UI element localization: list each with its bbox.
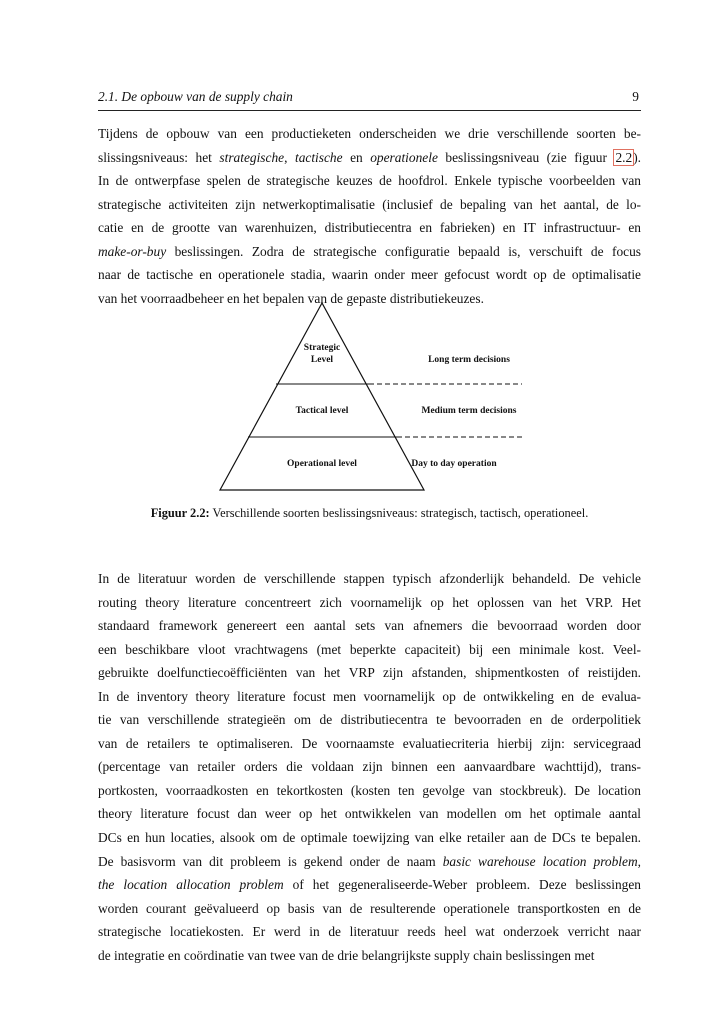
caption-text: Verschillende soorten beslissingsniveaus: strategisch, tactisch, operationeel.	[212, 506, 589, 520]
text-run: ).	[633, 149, 641, 165]
text-line	[98, 240, 641, 264]
pyramid-diagram	[98, 300, 641, 500]
text-run: strategische activiteiten zijn netwerkoptimalisatie (inclusief de bepaling van het aantal, de lo-	[98, 196, 641, 212]
text-run: ,	[637, 853, 641, 869]
text-run: catie en de grootte van warenhuizen, distributiecentra en fabrieken) en IT infrastructuur- en	[98, 220, 641, 236]
text-run: een beschikbare vloot vrachtwagens (met beperkte capaciteit) bij een minimale kost. Veel-	[98, 641, 641, 657]
text-run: beslissingsniveau (zie figuur	[437, 149, 615, 165]
text-line	[98, 826, 641, 850]
text-line	[98, 146, 641, 170]
decision-label-day: Day to day operation	[411, 459, 497, 469]
text-run: In de literatuur worden de verschillende stappen typisch afzonderlijk behandeld. De vehicle	[98, 571, 641, 586]
text-line	[98, 614, 641, 638]
text-line	[98, 897, 641, 921]
paragraph-1	[98, 122, 641, 310]
page-number: 9	[632, 89, 639, 104]
text-line	[98, 685, 641, 709]
text-line	[98, 216, 641, 240]
decision-label-long: Long term decisions	[428, 355, 510, 365]
italic-term: tactische	[294, 149, 343, 165]
paragraph-2	[98, 567, 641, 967]
level-label-operational: Operational level	[287, 459, 357, 469]
figure-reference-link[interactable]: 2.2	[615, 149, 633, 165]
text-run: gebruikte doelfunctiecoëfficiënten van het VRP zijn afstanden, shipmentkosten of reistijden.	[98, 665, 641, 681]
header-rule	[98, 110, 641, 111]
text-line	[98, 591, 641, 615]
text-line	[98, 732, 641, 756]
text-run: beslissingen. Zodra de strategische configuratie bepaald is, verschuift de focus	[166, 243, 641, 259]
text-run: De basisvorm van dit probleem is gekend onder de naam	[98, 853, 443, 869]
text-line	[98, 779, 641, 803]
text-run: of het gegeneraliseerde-Weber probleem. Deze beslissingen	[283, 877, 641, 893]
text-run: tie van verschillende strategieën om de distributiecentra te bevoorraden en de orderpolitiek	[98, 712, 641, 728]
text-run: van het voorraadbeheer en het bepalen van de gepaste distributiekeuzes.	[98, 290, 484, 306]
text-line	[98, 661, 641, 685]
caption-label: Figuur 2.2:	[150, 506, 210, 520]
text-run: strategische locatiekosten. Er werd in de literatuur reeds heel wat onderzoek verricht naar	[98, 924, 641, 940]
running-header	[98, 89, 641, 109]
text-line	[98, 873, 641, 897]
text-line	[98, 944, 641, 968]
text-line	[98, 708, 641, 732]
text-line	[98, 567, 641, 591]
figure-caption	[98, 506, 641, 521]
decision-label-medium: Medium term decisions	[421, 406, 517, 416]
section-title: 2.1. De opbouw van de supply chain	[98, 89, 293, 104]
text-run: In de inventory theory literature focust men voornamelijk op de ontwikkeling en de evalua-	[98, 688, 641, 704]
text-line	[98, 169, 641, 193]
italic-term: operationele	[370, 149, 438, 165]
text-run: en	[342, 149, 371, 165]
text-run: de integratie en coördinatie van twee van de drie belangrijkste supply chain beslissingen met	[98, 947, 595, 963]
level-label-tactical: Tactical level	[295, 406, 349, 416]
text-run: naar de tactische en operationele stadia, waarin onder meer gefocust wordt op de optimalisatie	[98, 267, 641, 283]
text-run: ,	[284, 149, 295, 165]
text-run: standaard framework genereert een aantal sets van afnemers die bevoorraad worden door	[98, 618, 641, 634]
italic-term: basic warehouse location problem	[442, 853, 638, 869]
italic-term: strategische	[219, 149, 285, 165]
text-line	[98, 122, 641, 146]
italic-term: the location allocation problem	[98, 877, 284, 893]
text-run: portkosten, voorraadkosten en tekortkosten (kosten ten gevolge van stockbreuk). De location	[98, 782, 641, 798]
decision-levels-figure	[98, 300, 641, 500]
text-run: van de retailers te optimaliseren. De voornaamste evaluatiecriteria hierbij zijn: servicegraad	[98, 735, 641, 751]
text-line	[98, 193, 641, 217]
text-line	[98, 755, 641, 779]
text-line	[98, 920, 641, 944]
text-run: DCs en hun locaties, alsook om de optimale toewijzing van elke retailer aan de DCs te bepalen.	[98, 830, 641, 846]
text-run: routing theory literature concentreert zich voornamelijk op het oplossen van het VRP. Het	[98, 594, 641, 610]
text-line	[98, 638, 641, 662]
text-line	[98, 850, 641, 874]
text-run: slissingsniveaus: het	[98, 149, 220, 165]
level-label-strategic-1: Strategic	[303, 343, 341, 353]
text-run: In de ontwerpfase spelen de strategische keuzes de hoofdrol. Enkele typische voorbeelden van	[98, 173, 641, 189]
text-run: worden courant geëvalueerd op basis van de resulterende operationele transportkosten en de	[98, 900, 641, 916]
text-line	[98, 263, 641, 287]
text-run: (percentage van retailer orders die voldaan zijn binnen een aanvaardbare wachttijd), trans-	[98, 759, 641, 775]
text-run: Tijdens de opbouw van een productieketen onderscheiden we drie verschillende soorten be-	[98, 126, 641, 141]
level-label-strategic-2: Level	[310, 355, 334, 365]
text-line	[98, 802, 641, 826]
text-run: theory literature focust dan weer op het ontwikkelen van modellen om het optimale aantal	[98, 806, 641, 822]
italic-term: make-or-buy	[98, 243, 167, 259]
